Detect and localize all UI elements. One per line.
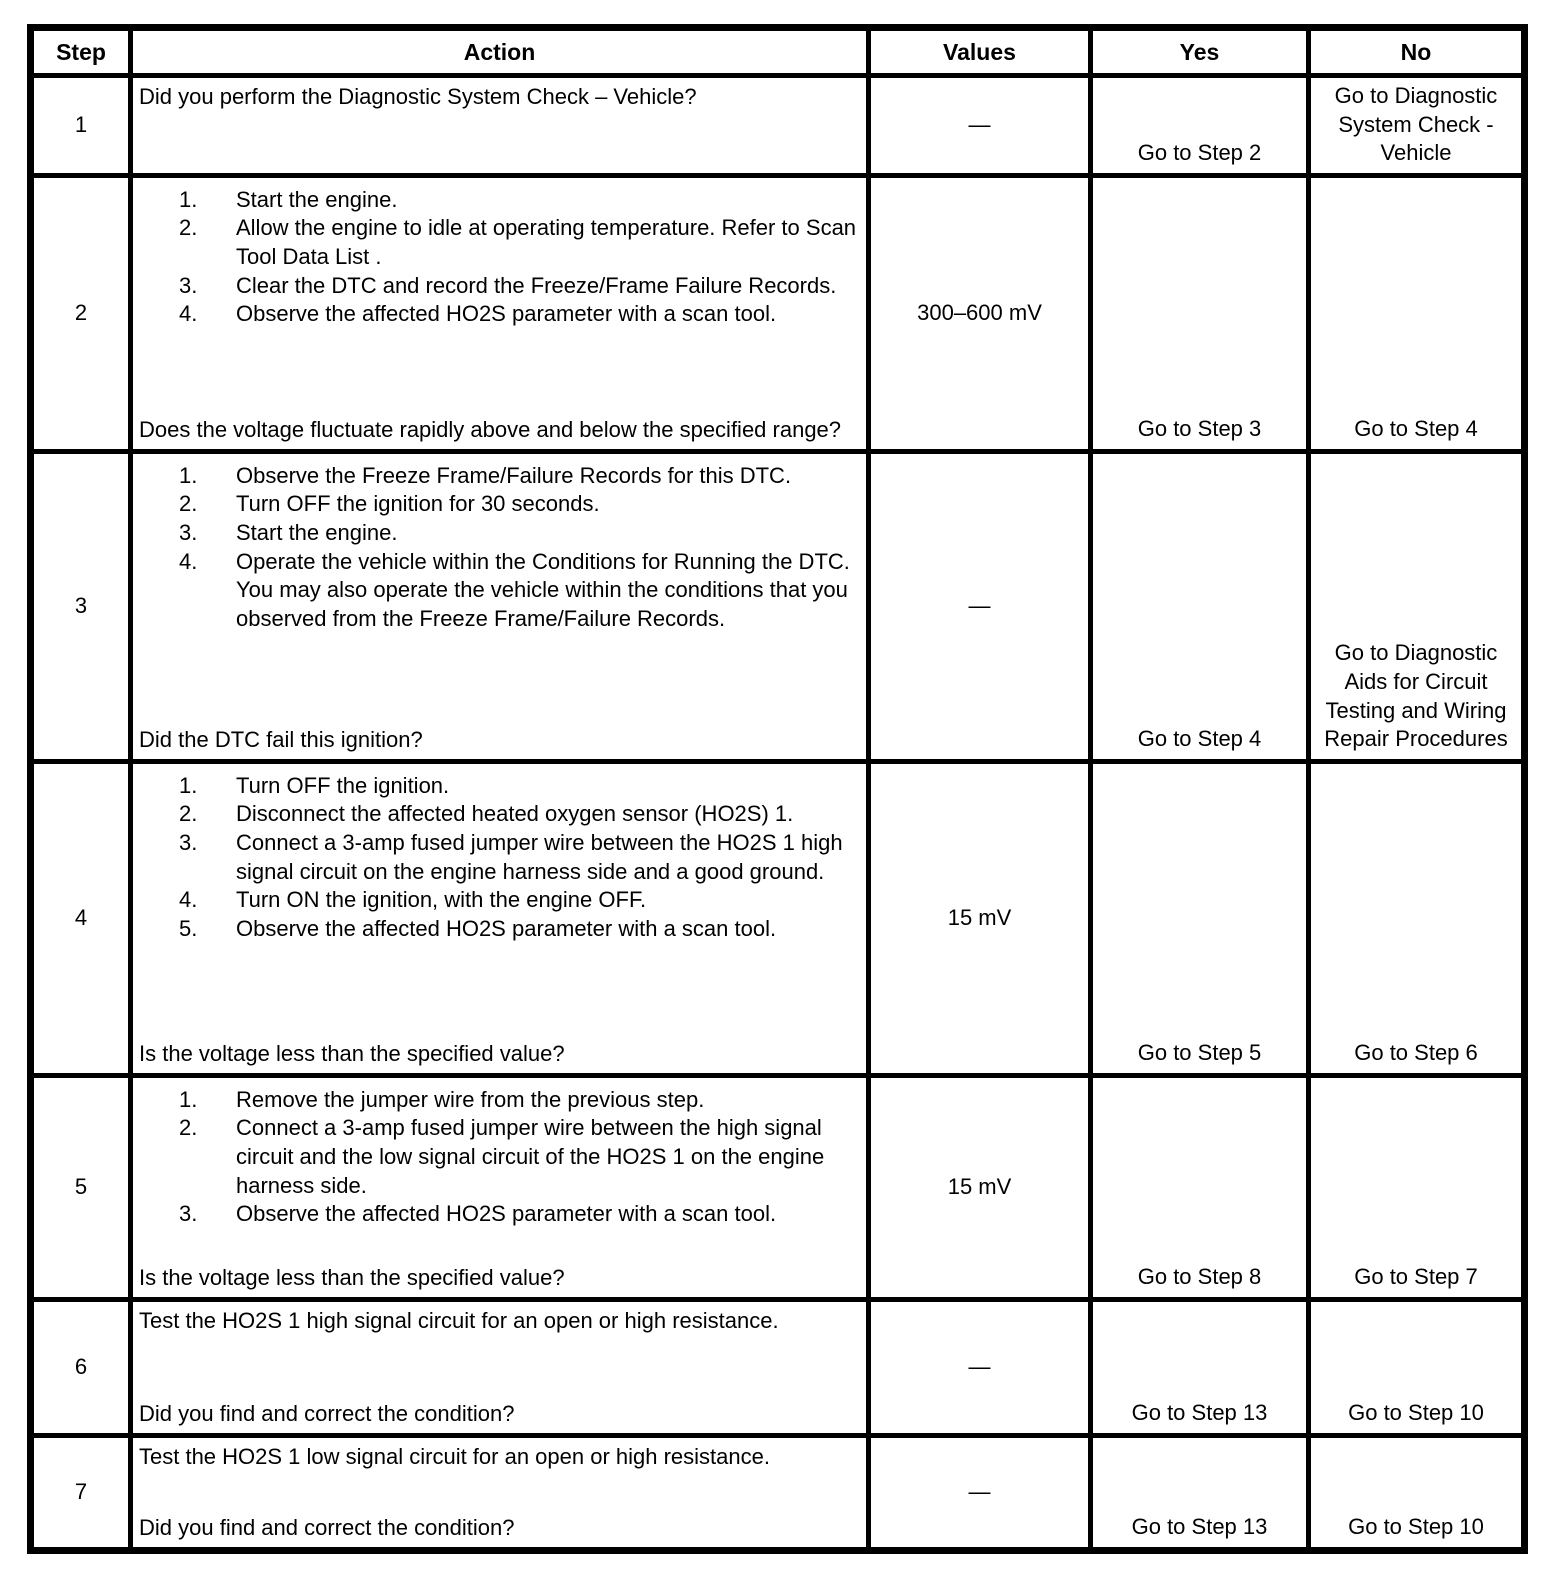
list-text: Observe the affected HO2S parameter with a scan tool.	[236, 1201, 777, 1227]
action-cell	[131, 1435, 869, 1550]
action-list	[179, 186, 858, 329]
action-statement: Test the HO2S 1 high signal circuit for an open or high resistance.	[139, 1307, 779, 1333]
yes-cell: Go to Step 13	[1091, 1435, 1309, 1550]
table-row	[31, 761, 1525, 1075]
yes-cell: Go to Step 3	[1091, 175, 1309, 451]
table-row	[31, 175, 1525, 451]
table-row	[31, 1075, 1525, 1299]
list-number: 3.	[179, 519, 198, 545]
action-cell	[131, 175, 869, 451]
action-question: Does the voltage fluctuate rapidly above and below the specified range?	[139, 417, 842, 443]
list-text: Turn OFF the ignition.	[236, 772, 450, 798]
action-question: Did you find and correct the condition?	[139, 1515, 515, 1541]
table-row	[31, 1435, 1525, 1550]
yes-cell: Go to Step 5	[1091, 761, 1309, 1075]
list-item	[179, 272, 858, 301]
header-action: Action	[131, 28, 869, 76]
step-number: 3	[31, 451, 131, 761]
list-number: 4.	[179, 548, 198, 574]
no-cell: Go to Step 6	[1309, 761, 1525, 1075]
list-number: 3.	[179, 1201, 198, 1227]
yes-cell: Go to Step 13	[1091, 1299, 1309, 1435]
step-number: 1	[31, 76, 131, 176]
no-cell: Go to Diagnostic Aids for Circuit Testing and Wiring Repair Procedures	[1309, 451, 1525, 761]
values-cell: —	[869, 1435, 1091, 1550]
list-text: Turn OFF the ignition for 30 seconds.	[236, 491, 600, 517]
list-number: 2.	[179, 801, 198, 827]
action-question: Is the voltage less than the specified value?	[139, 1265, 565, 1291]
list-text: Observe the affected HO2S parameter with a scan tool.	[236, 915, 777, 941]
values-cell: 15 mV	[869, 1075, 1091, 1299]
action-statement: Test the HO2S 1 low signal circuit for an open or high resistance.	[139, 1443, 770, 1469]
list-number: 1.	[179, 772, 198, 798]
list-item	[179, 300, 858, 329]
list-text: Clear the DTC and record the Freeze/Frame Failure Records.	[236, 272, 837, 298]
action-list	[179, 772, 858, 944]
values-cell: 300–600 mV	[869, 175, 1091, 451]
list-text: Allow the engine to idle at operating temperature. Refer to Scan Tool Data List .	[236, 215, 857, 269]
table-row	[31, 76, 1525, 176]
list-text: Observe the affected HO2S parameter with a scan tool.	[236, 301, 777, 327]
list-item	[179, 1114, 858, 1200]
list-item	[179, 519, 858, 548]
header-step: Step	[31, 28, 131, 76]
list-item	[179, 800, 858, 829]
list-item	[179, 186, 858, 215]
list-number: 5.	[179, 915, 198, 941]
no-cell: Go to Step 10	[1309, 1435, 1525, 1550]
list-text: Disconnect the affected heated oxygen sensor (HO2S) 1.	[236, 801, 794, 827]
action-cell	[131, 76, 869, 176]
list-number: 4.	[179, 301, 198, 327]
action-statement: Did you perform the Diagnostic System Check – Vehicle?	[139, 84, 697, 109]
list-text: Connect a 3-amp fused jumper wire between the HO2S 1 high signal circuit on the engine harness side and a good ground.	[236, 829, 843, 884]
action-cell	[131, 761, 869, 1075]
list-number: 4.	[179, 887, 198, 913]
no-cell: Go to Step 10	[1309, 1299, 1525, 1435]
list-item	[179, 829, 858, 886]
header-no: No	[1309, 28, 1525, 76]
no-cell: Go to Step 7	[1309, 1075, 1525, 1299]
list-item	[179, 886, 858, 915]
yes-cell: Go to Step 4	[1091, 451, 1309, 761]
table-row	[31, 451, 1525, 761]
step-number: 7	[31, 1435, 131, 1550]
list-item	[179, 772, 858, 801]
table-row	[31, 1299, 1525, 1435]
action-list	[179, 462, 858, 634]
list-text: Operate the vehicle within the Conditions for Running the DTC. You may also operate the vehicle within the conditions that you observed from the Freeze Frame/Failure Records.	[236, 548, 850, 631]
list-number: 1.	[179, 462, 198, 488]
action-question: Is the voltage less than the specified value?	[139, 1041, 565, 1067]
step-number: 4	[31, 761, 131, 1075]
header-values: Values	[869, 28, 1091, 76]
step-number: 5	[31, 1075, 131, 1299]
action-list	[179, 1086, 858, 1229]
list-text: Connect a 3-amp fused jumper wire between the high signal circuit and the low signal circuit of the HO2S 1 on the engine harness side.	[236, 1115, 825, 1198]
action-cell	[131, 1075, 869, 1299]
list-number: 1.	[179, 186, 198, 212]
list-number: 3.	[179, 829, 198, 855]
values-cell: 15 mV	[869, 761, 1091, 1075]
yes-cell: Go to Step 8	[1091, 1075, 1309, 1299]
diagnostic-table	[27, 24, 1528, 1554]
list-item	[179, 548, 858, 634]
action-question: Did the DTC fail this ignition?	[139, 727, 423, 753]
list-number: 2.	[179, 215, 198, 241]
list-item	[179, 490, 858, 519]
no-cell: Go to Diagnostic System Check - Vehicle	[1309, 76, 1525, 176]
list-item	[179, 915, 858, 944]
list-number: 2.	[179, 1115, 198, 1141]
list-text: Observe the Freeze Frame/Failure Records for this DTC.	[236, 462, 792, 488]
list-text: Start the engine.	[236, 186, 398, 212]
step-number: 2	[31, 175, 131, 451]
values-cell: —	[869, 451, 1091, 761]
list-item	[179, 214, 858, 271]
step-number: 6	[31, 1299, 131, 1435]
list-text: Remove the jumper wire from the previous step.	[236, 1086, 705, 1112]
action-question: Did you find and correct the condition?	[139, 1401, 515, 1427]
list-text: Start the engine.	[236, 519, 398, 545]
list-text: Turn ON the ignition, with the engine OFF.	[236, 887, 647, 913]
action-cell	[131, 451, 869, 761]
values-cell: —	[869, 1299, 1091, 1435]
list-number: 3.	[179, 272, 198, 298]
action-cell	[131, 1299, 869, 1435]
list-number: 2.	[179, 491, 198, 517]
list-item	[179, 462, 858, 491]
yes-cell: Go to Step 2	[1091, 76, 1309, 176]
values-cell: —	[869, 76, 1091, 176]
list-item	[179, 1200, 858, 1229]
header-yes: Yes	[1091, 28, 1309, 76]
table-header-row	[31, 28, 1525, 76]
list-item	[179, 1086, 858, 1115]
no-cell: Go to Step 4	[1309, 175, 1525, 451]
list-number: 1.	[179, 1086, 198, 1112]
